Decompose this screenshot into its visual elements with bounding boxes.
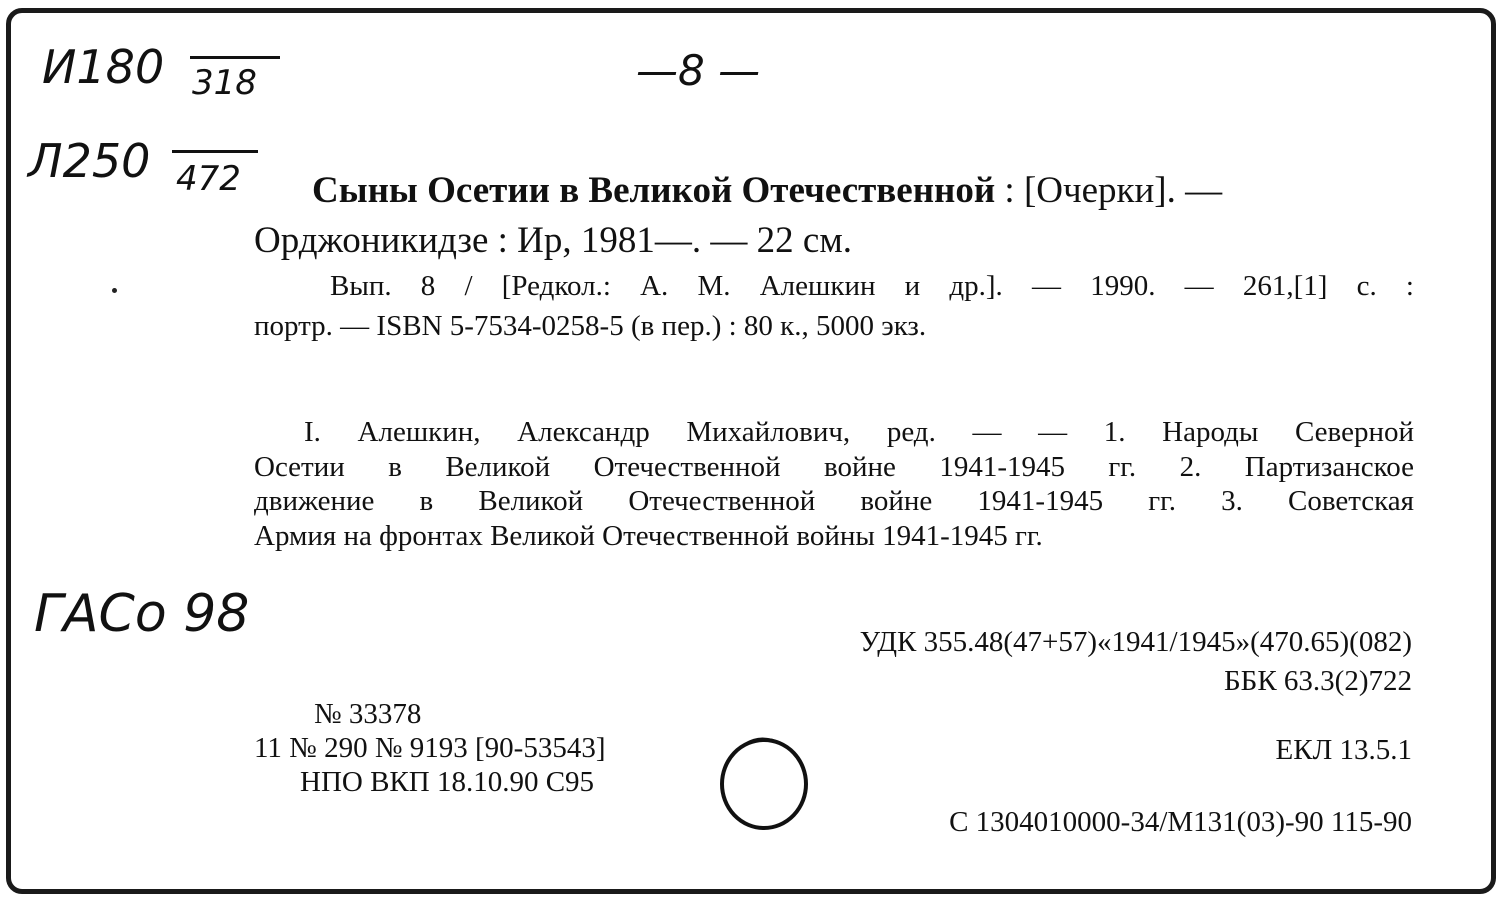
subjects-line-2: Осетии в Великой Отечественной войне 1941-1945 гг. 2. Партизанское [254, 451, 1414, 483]
subjects-line-4: Армия на фронтах Великой Отечественной войны 1941-1945 гг. [254, 520, 1043, 552]
handwritten-code-2-bar [172, 150, 258, 153]
catalog-code: С 1304010000-34/М131(03)-90 115-90 [949, 806, 1412, 838]
subjects-line-1: I. Алешкин, Александр Михайлович, ред. — — 1. Народы Северной [304, 416, 1414, 448]
title-line-2: Орджоникидзе : Ир, 1981—. — 22 см. [254, 220, 852, 261]
title-bold: Сыны Осетии в Великой Отечественной [312, 170, 996, 211]
handwritten-code-1-bar [190, 56, 280, 59]
handwritten-page-mark: —8 — [636, 46, 761, 95]
margin-dot [112, 288, 117, 293]
handwritten-archive-mark: ГАСо 98 [34, 584, 250, 644]
print-info-line: 11 № 290 № 9193 [90-53543] [254, 732, 606, 764]
title-line-1 [312, 172, 1222, 209]
volume-line-1: Вып. 8 / [Редкол.: А. М. Алешкин и др.]. — 1990. — 261,[1] с. : [330, 270, 1414, 302]
card-hole [716, 726, 816, 836]
handwritten-code-1-fraction: 318 [192, 63, 257, 103]
registration-number: № 33378 [314, 698, 422, 730]
ekl-code: ЕКЛ 13.5.1 [1275, 734, 1412, 766]
bbk-code: ББК 63.3(2)722 [1224, 665, 1412, 697]
handwritten-code-2-fraction: 472 [176, 159, 241, 199]
volume-line-2: портр. — ISBN 5-7534-0258-5 (в пер.) : 80 к., 5000 экз. [254, 310, 927, 342]
handwritten-code-2: Л250 [28, 134, 151, 188]
publisher-line: НПО ВКП 18.10.90 С95 [300, 766, 595, 798]
subjects-line-3: движение в Великой Отечественной войне 1941-1945 гг. 3. Советская [254, 485, 1414, 517]
udk-code: УДК 355.48(47+57)«1941/1945»(470.65)(082) [859, 626, 1412, 658]
title-rest: : [Очерки]. — [1004, 170, 1223, 211]
handwritten-code-1: И180 [42, 40, 165, 94]
